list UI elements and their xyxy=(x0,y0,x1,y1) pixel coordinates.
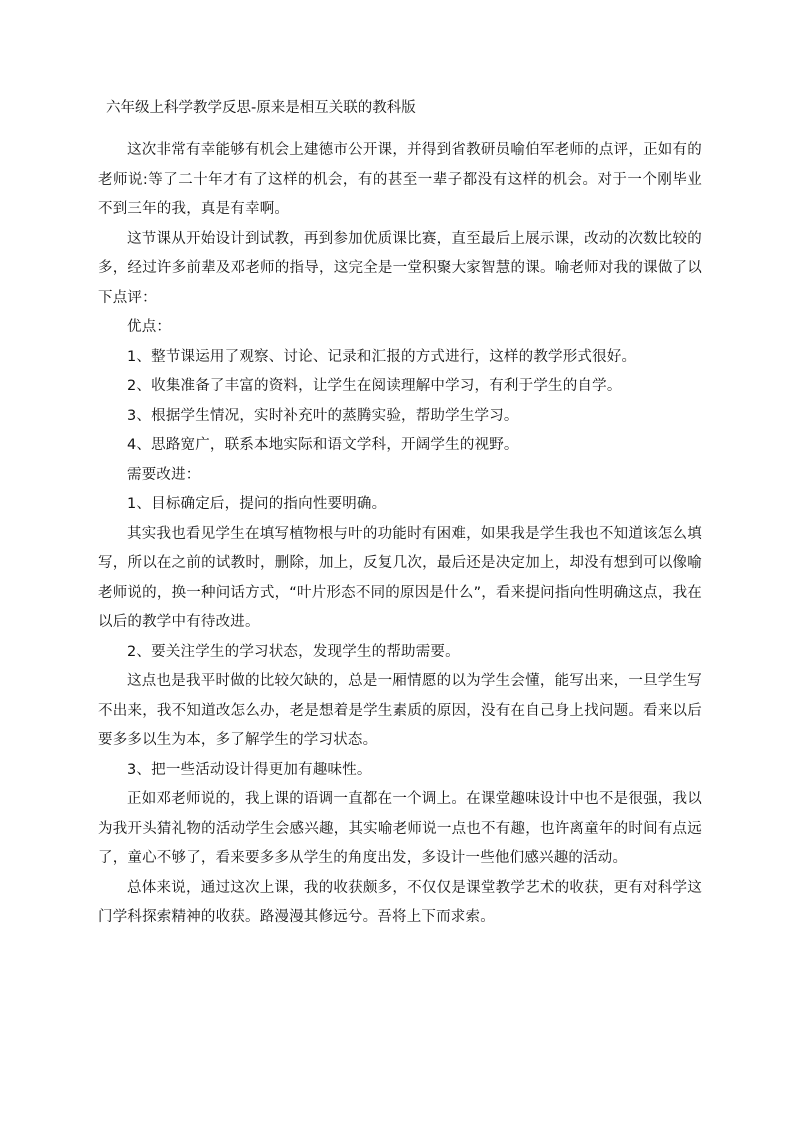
heading-strengths: 优点： xyxy=(127,319,172,335)
paragraph-process: 这节课从开始设计到试教，再到参加优质课比赛，直至最后上展示课，改动的次数比较的多，经过许多前辈及邓老师的指导，这完全是一堂积聚大家智慧的课。喻老师对我的课做了以下点评： xyxy=(98,230,702,306)
paragraph-conclusion: 总体来说，通过这次上课，我的收获颇多，不仅仅是课堂教学艺术的收获，更有对科学这门学科探索精神的收获。路漫漫其修远兮。吾将上下而求索。 xyxy=(98,879,702,925)
paragraph-reflection-1: 其实我也看见学生在填写植物根与叶的功能时有困难，如果我是学生我也不知道该怎么填写，所以在之前的试教时，删除，加上，反复几次，最后还是决定加上，却没有想到可以像喻老师说的，换一种问话方式，“叶片形态不同的原因是什么”，看来提问指向性明确这点，我在以后的教学中有待改进。 xyxy=(98,525,702,630)
strength-item-4: 4、思路宽广，联系本地实际和语文学科，开阔学生的视野。 xyxy=(127,437,519,453)
improvement-item-3: 3、把一些活动设计得更加有趣味性。 xyxy=(127,761,372,778)
improvement-item-2: 2、要关注学生的学习状态，发现学生的帮助需要。 xyxy=(127,643,460,660)
strength-item-3: 3、根据学生情况，实时补充叶的蒸腾实验，帮助学生学习。 xyxy=(127,407,519,424)
improvement-item-1: 1、目标确定后，提问的指向性要明确。 xyxy=(127,496,387,512)
strength-item-1: 1、整节课运用了观察、讨论、记录和汇报的方式进行，这样的教学形式很好。 xyxy=(127,348,637,365)
paragraph-reflection-2: 这点也是我平时做的比较欠缺的，总是一厢情愿的以为学生会懂，能写出来，一旦学生写不出来，我不知道改怎么办，老是想着是学生素质的原因，没有在自己身上找问题。看来以后要多多以生为本，多了解学生的学习状态。 xyxy=(98,673,702,748)
document-title: 六年级上科学教学反思-原来是相互关联的教科版 xyxy=(106,100,416,116)
heading-improvements: 需要改进： xyxy=(127,466,201,483)
strength-item-2: 2、收集准备了丰富的资料，让学生在阅读理解中学习，有利于学生的自学。 xyxy=(127,378,622,394)
paragraph-intro: 这次非常有幸能够有机会上建德市公开课，并得到省教研员喻伯军老师的点评，正如有的老师说:等了二十年才有了这样的机会，有的甚至一辈子都没有这样的机会。对于一个刚毕业不到三年的我，真是有幸啊。 xyxy=(98,142,702,217)
paragraph-reflection-3: 正如邓老师说的，我上课的语调一直都在一个调上。在课堂趣味设计中也不是很强，我以为我开头猜礼物的活动学生会感兴趣，其实喻老师说一点也不有趣，也许离童年的时间有点远了，童心不够了，看来要多多从学生的角度出发，多设计一些他们感兴趣的活动。 xyxy=(98,791,702,866)
